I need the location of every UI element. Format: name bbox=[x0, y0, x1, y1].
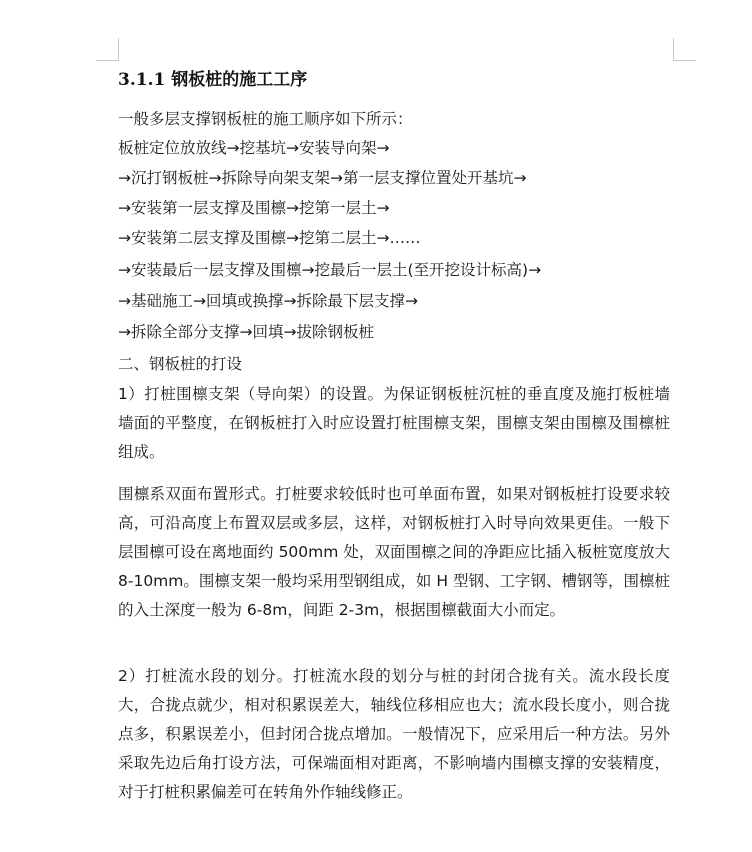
step-line-1: 板桩定位放放线→挖基坑→安装导向架→ bbox=[118, 139, 390, 157]
step-line-2: →沉打钢板桩→拆除导向架支架→第一层支撑位置处开基坑→ bbox=[118, 169, 527, 187]
subsection-heading: 二、钢板桩的打设 bbox=[118, 355, 243, 373]
paragraph-flow-section: 2）打桩流水段的划分。打桩流水段的划分与桩的封闭合拢有关。流水段长度大，合拢点就少，相对积累误差大，轴线位移相应也大；流水段长度小，则合拢点多，积累误差小，但封闭合拢点增加。一般情况下，应采用后一种方法。另外采取先边后角打设方法，可保端面相对距离，不影响墙内围檩支撑的安装精度，对于打桩积累偏差可在转角外作轴线修正。 bbox=[118, 667, 670, 801]
intro-line: 一般多层支撑钢板桩的施工顺序如下所示： bbox=[118, 110, 413, 128]
step-line-7: →拆除全部分支撑→回填→拔除钢板桩 bbox=[118, 323, 374, 341]
paragraph-wale-layout: 围檩系双面布置形式。打桩要求较低时也可单面布置，如果对钢板桩打设要求较高，可沿高度上布置双层或多层，这样，对钢板桩打入时导向效果更佳。一般下层围檩可设在离地面约 500mm 处，双面围檩之间的净距应比插入板桩宽度放大 8-10mm。围檩支架一般均采用型钢组成，如 H 型钢、工字钢、槽钢等，围檩桩的入土深度一般为 6-8m，间距 2-3m，根据围檩截面大小而定。 bbox=[118, 485, 670, 619]
step-line-5: →安装最后一层支撑及围檩→挖最后一层土(至开挖设计标高)→ bbox=[118, 261, 542, 279]
section-heading: 3.1.1 钢板桩的施工工序 bbox=[118, 70, 308, 90]
step-line-3: →安装第一层支撑及围檩→挖第一层土→ bbox=[118, 199, 390, 217]
step-line-4: →安装第二层支撑及围檩→挖第二层土→…… bbox=[118, 229, 421, 247]
page-corner-mark-top-right bbox=[673, 38, 696, 61]
paragraph-guide-frame: 1）打桩围檩支架（导向架）的设置。为保证钢板桩沉桩的垂直度及施打板桩墙墙面的平整度，在钢板桩打入时应设置打桩围檩支架，围檩支架由围檩及围檩桩组成。 bbox=[118, 385, 670, 461]
step-line-6: →基础施工→回填或换撑→拆除最下层支撑→ bbox=[118, 292, 418, 310]
page-corner-mark-top-left bbox=[96, 38, 119, 61]
